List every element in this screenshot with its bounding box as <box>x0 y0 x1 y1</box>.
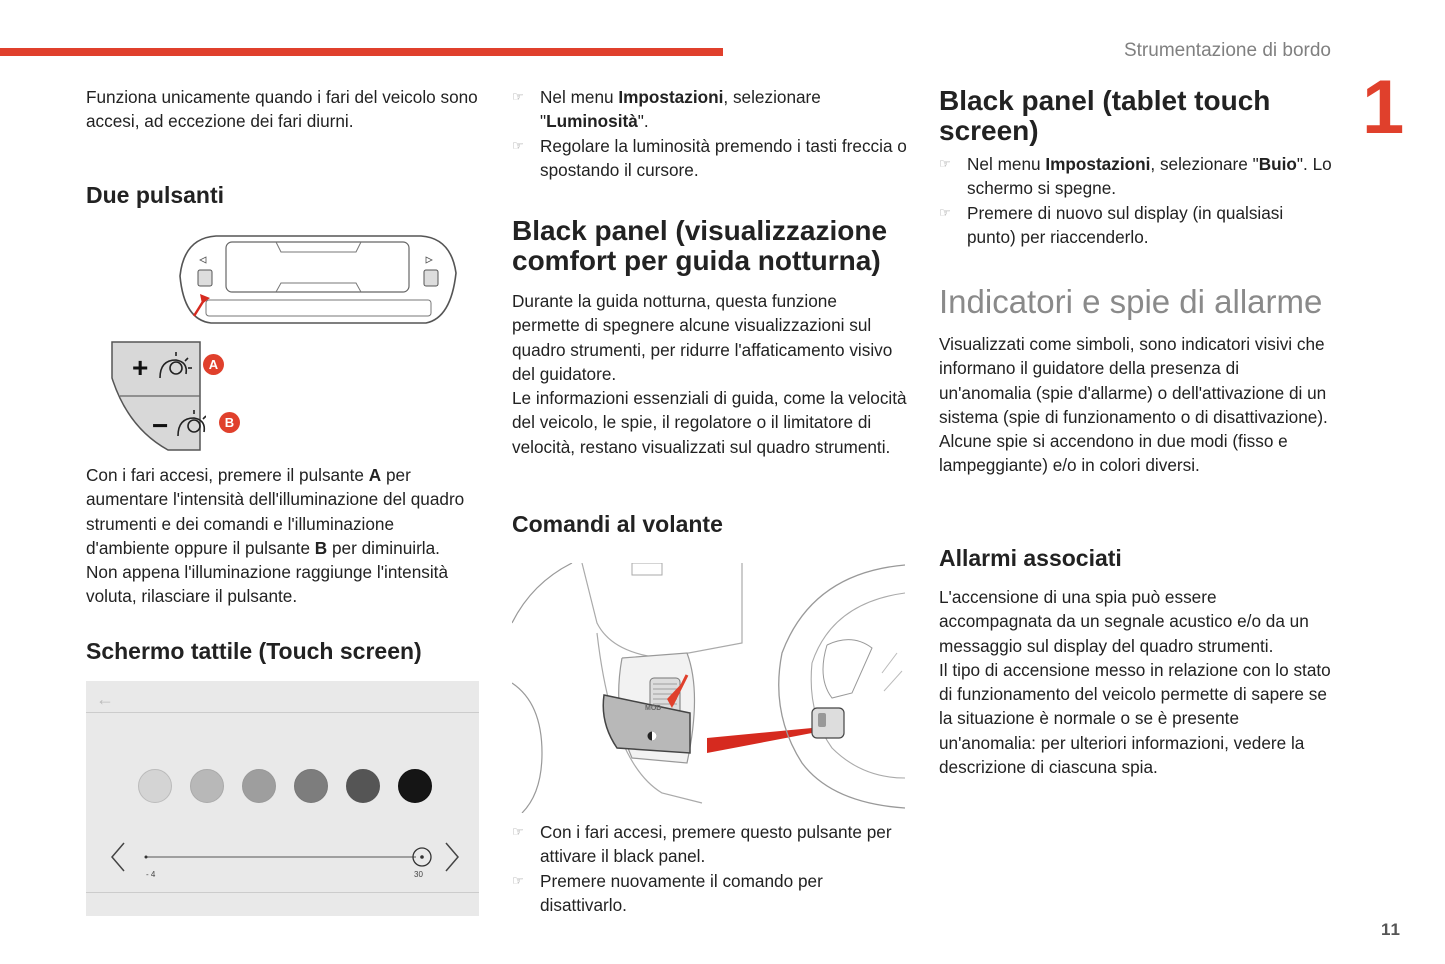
header-accent-bar <box>0 48 723 56</box>
instruction-item: ☞ Premere nuovamente il comando per disattivarlo. <box>512 870 823 915</box>
intro-paragraph: Funziona unicamente quando i fari del veicolo sono accesi, ad eccezione dei fari diurni. <box>86 87 478 132</box>
allarmi-para-2: Il tipo di accensione messo in relazione con lo stato di funzionamento del veicolo permette di sapere se la situazione è normale o se è presente un'anomalia: per ulteriori informazioni, vedere la descrizione di ciascuna spia. <box>939 659 1331 778</box>
brightness-minus-symbol: − <box>152 410 169 441</box>
para-text: per aumentare l'intensità dell'illuminazione del quadro strumenti e dei comandi e l'illuminazione d'ambiente oppure il pulsante <box>86 465 465 558</box>
divider <box>86 712 479 713</box>
hand-pointer-icon: ☞ <box>512 824 524 839</box>
instruction-item: ☞ Nel menu Impostazioni, selezionare "Luminosità". <box>512 87 821 132</box>
tablet-instructions <box>939 152 1334 249</box>
black-panel-description <box>512 289 907 459</box>
black-panel-para-2: Le informazioni essenziali di guida, come la velocità del veicolo, le spie, il regolatore o il limitatore di velocità, restano visualizzati sul quadro strumenti. <box>512 388 907 457</box>
back-arrow-icon: ← <box>96 689 114 709</box>
allarmi-para-1: L'accensione di una spia può essere accompagnata da un segnale acustico e/o da un messaggio sul display del quadro strumenti. <box>939 587 1309 656</box>
para-text: Con i fari accesi, premere il pulsante <box>86 465 364 485</box>
button-b-badge: B <box>219 412 240 433</box>
indicatori-description <box>939 332 1334 478</box>
slider-max-label: 30 <box>414 870 423 879</box>
brightness-plus-symbol: + <box>132 352 149 383</box>
brightness-buttons-illustration <box>108 338 206 454</box>
instruction-item: ☞ Regolare la luminosità premendo i tasti freccia o spostando il cursore. <box>512 135 907 180</box>
touch-screen-illustration <box>86 681 479 916</box>
button-a-badge: A <box>203 354 224 375</box>
slider-right-arrow-icon[interactable] <box>446 843 458 871</box>
chapter-number: 1 <box>1362 65 1405 150</box>
pulsanti-description <box>86 463 478 609</box>
brightness-level-5 <box>346 769 380 803</box>
brightness-level-6 <box>398 769 432 803</box>
column-2 <box>512 85 907 182</box>
brightness-level-4 <box>294 769 328 803</box>
mode-label: MOD <box>645 705 662 712</box>
hand-pointer-icon: ☞ <box>512 89 524 104</box>
hand-pointer-icon: ☞ <box>939 156 951 171</box>
slider-left-arrow-icon[interactable] <box>112 843 124 871</box>
allarmi-heading: Allarmi associati <box>939 545 1122 571</box>
instruction-item: ☞ Premere di nuovo sul display (in qualsiasi punto) per riaccenderlo. <box>939 202 1284 247</box>
tablet-black-panel-heading: Black panel (tablet touch screen) <box>939 85 1271 146</box>
hand-pointer-icon: ☞ <box>512 137 524 153</box>
para-text: per diminuirla. <box>332 537 440 558</box>
brightness-level-1 <box>138 769 172 803</box>
hand-pointer-icon: ☞ <box>512 872 524 888</box>
para-label-b: B <box>314 537 328 558</box>
instrument-panel-illustration <box>176 228 461 330</box>
comandi-heading: Comandi al volante <box>512 511 723 537</box>
column-1 <box>86 85 478 134</box>
instruction-item: ☞ Con i fari accesi, premere questo pulsante per attivare il black panel. <box>512 822 892 867</box>
indicatori-heading: Indicatori e spie di allarme <box>939 283 1323 320</box>
para-label-a: A <box>368 465 382 485</box>
release-paragraph: Non appena l'illuminazione raggiunge l'intensità voluta, rilasciare il pulsante. <box>86 562 449 607</box>
instruction-item: ☞ Nel menu Impostazioni, selezionare "Buio". Lo schermo si spegne. <box>939 154 1332 199</box>
due-pulsanti-heading: Due pulsanti <box>86 182 225 208</box>
touch-screen-heading: Schermo tattile (Touch screen) <box>86 638 422 664</box>
brightness-level-2 <box>190 769 224 803</box>
allarmi-description <box>939 585 1334 779</box>
brightness-level-3 <box>242 769 276 803</box>
brightness-slider[interactable] <box>106 841 466 881</box>
indicatori-paragraph: Visualizzati come simboli, sono indicatori visivi che informano il guidatore della presenza di un'anomalia (spie d'allarme) o dell'attivazione di un sistema (spie di funzionamento o di disattivazione). Alcune spie si accendono in due modi (fisso e lampeggiante) e/o in colori diversi. <box>939 334 1328 476</box>
slider-min-label: - 4 <box>146 870 156 879</box>
hand-pointer-icon: ☞ <box>939 204 951 220</box>
black-panel-para-1: Durante la guida notturna, questa funzione permette di spegnere alcune visualizzazioni sul quadro strumenti, per ridurre l'affaticamento visivo del guidatore. <box>512 291 893 384</box>
black-panel-instructions <box>512 820 907 917</box>
section-title: Strumentazione di bordo <box>1123 40 1331 61</box>
black-panel-heading: Black panel (visualizzazione comfort per guida notturna) <box>512 215 888 276</box>
page-number: 11 <box>1381 920 1401 939</box>
steering-controls-illustration <box>512 563 905 813</box>
divider <box>86 892 479 893</box>
